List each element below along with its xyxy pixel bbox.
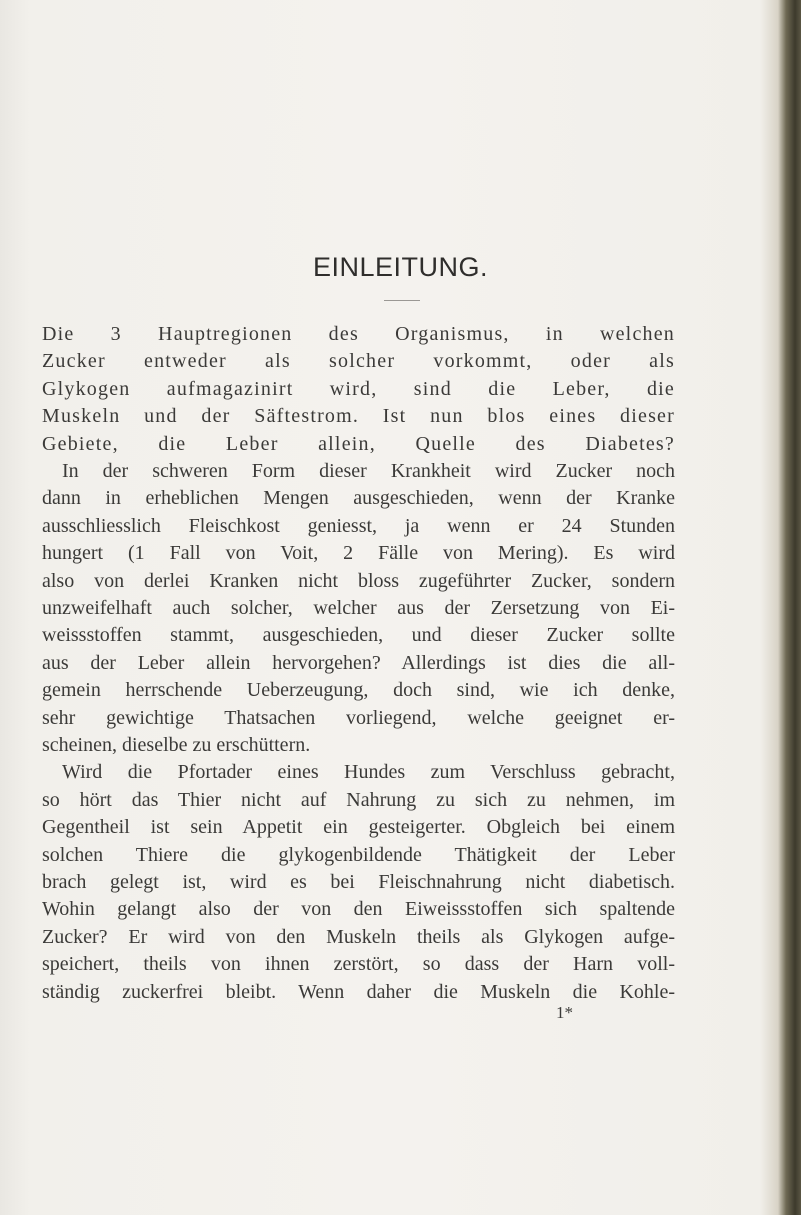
text-line: so hört das Thier nicht auf Nahrung zu sich zu nehmen, im <box>42 788 675 811</box>
text-line: scheinen, dieselbe zu erschüttern. <box>42 734 311 756</box>
text-line: also von derlei Kranken nicht bloss zugeführter Zucker, sondern <box>42 569 675 592</box>
text-line: aus der Leber allein hervorgehen? Allerdings ist dies die all- <box>42 651 675 674</box>
text-line: hungert (1 Fall von Voit, 2 Fälle von Mering). Es wird <box>42 542 675 565</box>
text-line: ausschliesslich Fleischkost geniesst, ja wenn er 24 Stunden <box>42 514 675 537</box>
text-line: solchen Thiere die glykogenbildende Thätigkeit der Leber <box>42 843 675 866</box>
text-line: ständig zuckerfrei bleibt. Wenn daher die Muskeln die Kohle- <box>42 980 675 1003</box>
chapter-heading: EINLEITUNG. <box>312 252 489 282</box>
text-line: weissstoffen stammt, ausgeschieden, und dieser Zucker sollte <box>42 624 675 647</box>
text-line: Wohin gelangt also der von den Eiweissstoffen sich spaltende <box>42 898 675 921</box>
text-line: Gebiete, die Leber allein, Quelle des Diabetes? <box>42 432 675 455</box>
text-line: unzweifelhaft auch solcher, welcher aus der Zersetzung von Ei- <box>42 597 675 619</box>
text-line: Zucker? Er wird von den Muskeln theils als Glykogen aufge- <box>42 925 675 948</box>
signature-mark: 1* <box>556 1003 573 1022</box>
heading-rule <box>384 300 420 301</box>
text-line: dann in erheblichen Mengen ausgeschieden, wenn der Kranke <box>42 487 675 510</box>
text-line: Die 3 Hauptregionen des Organismus, in welchen <box>42 323 675 345</box>
text-line: Glykogen aufmagazinirt wird, sind die Leber, die <box>42 377 675 400</box>
text-line: In der schweren Form dieser Krankheit wird Zucker noch <box>62 460 675 482</box>
text-line: Muskeln und der Säftestrom. Ist nun blos eines dieser <box>42 405 675 428</box>
text-line: Gegentheil ist sein Appetit ein gesteigerter. Obgleich bei einem <box>42 816 675 839</box>
text-line: sehr gewichtige Thatsachen vorliegend, welche geeignet er- <box>42 706 675 729</box>
text-line: brach gelegt ist, wird es bei Fleischnahrung nicht diabetisch. <box>42 871 675 893</box>
text-line: gemein herrschende Ueberzeugung, doch sind, wie ich denke, <box>42 679 675 702</box>
text-line: Zucker entweder als solcher vorkommt, oder als <box>42 350 675 373</box>
text-line: speichert, theils von ihnen zerstört, so dass der Harn voll- <box>42 953 675 976</box>
text-line: Wird die Pfortader eines Hundes zum Verschluss gebracht, <box>62 761 675 784</box>
